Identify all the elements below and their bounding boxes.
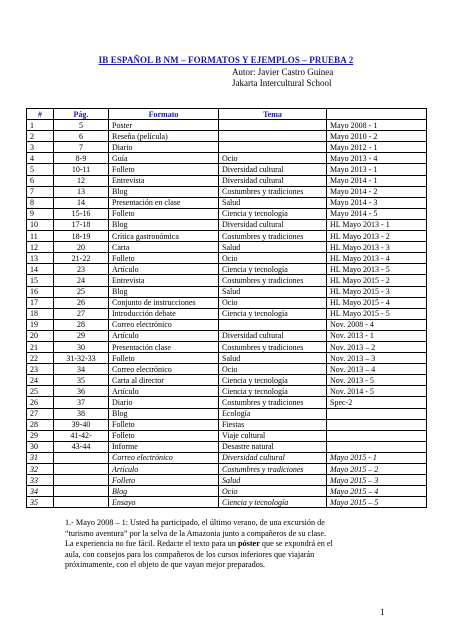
row-exam: Mayo 2015 – 4: [327, 486, 427, 497]
row-page: [54, 464, 109, 475]
row-number: 22: [27, 353, 54, 364]
row-number: 11: [27, 231, 54, 242]
row-number: 35: [27, 497, 54, 508]
row-number: 30: [27, 441, 54, 452]
row-exam: Mayo 2013 - 4: [327, 153, 427, 164]
row-topic: [219, 131, 327, 142]
row-topic: Desastre natural: [219, 441, 327, 452]
row-page: 36: [54, 386, 109, 397]
prompt-text: La experiencia no fue fácil. Redacte el texto para un: [65, 539, 238, 548]
table-row: [27, 186, 427, 197]
row-page: 23: [54, 264, 109, 275]
row-exam: HL Mayo 2015 - 3: [327, 286, 427, 297]
row-page: [54, 497, 109, 508]
header-exam: [327, 109, 427, 120]
row-topic: Ciencia y tecnología: [219, 497, 327, 508]
table-row: [27, 375, 427, 386]
row-topic: Diversidad cultural: [219, 175, 327, 186]
row-format: Folleto: [109, 419, 219, 430]
row-number: 1: [27, 120, 54, 131]
row-format: Diario: [109, 142, 219, 153]
school-name: Jakarta Intercultural School: [232, 78, 332, 88]
author-block: [232, 67, 333, 89]
prompt-line: próximamente, con el objeto de que vayan mejor preparados.: [65, 560, 266, 569]
table-row: [27, 397, 427, 408]
row-topic: [219, 319, 327, 330]
row-exam: Mayo 2014 - 1: [327, 175, 427, 186]
row-format: Blog: [109, 219, 219, 230]
table-row: [27, 497, 427, 508]
row-page: 31-32-33: [54, 353, 109, 364]
row-exam: HL Mayo 2013 - 4: [327, 253, 427, 264]
row-format: Crítica gastronómica: [109, 231, 219, 242]
row-number: 15: [27, 275, 54, 286]
table-row: [27, 164, 427, 175]
row-topic: Salud: [219, 475, 327, 486]
row-exam: HL Mayo 2013 - 3: [327, 242, 427, 253]
row-format: Poster: [109, 120, 219, 131]
row-topic: Viaje cultural: [219, 430, 327, 441]
row-topic: Ocio: [219, 364, 327, 375]
table-row: [27, 341, 427, 352]
row-page: 39-40: [54, 419, 109, 430]
row-topic: Ciencia y tecnología: [219, 375, 327, 386]
row-topic: Diversidad cultural: [219, 452, 327, 463]
row-page: 12: [54, 175, 109, 186]
table-row: [27, 408, 427, 419]
table-row: [27, 242, 427, 253]
row-format: Carta al director: [109, 375, 219, 386]
header-format: Formato: [109, 109, 219, 120]
row-topic: Ciencia y tecnología: [219, 308, 327, 319]
row-topic: Ciencia y tecnología: [219, 386, 327, 397]
row-format: Blog: [109, 286, 219, 297]
table-row: [27, 264, 427, 275]
row-exam: Mayo 2014 - 2: [327, 186, 427, 197]
row-topic: Costumbres y tradiciones: [219, 464, 327, 475]
row-page: 13: [54, 186, 109, 197]
row-page: 30: [54, 341, 109, 352]
document-title: IB ESPAÑOL B NM – FORMATOS Y EJEMPLOS – PRUEBA 2: [98, 55, 354, 65]
row-format: Correo electrónico: [109, 364, 219, 375]
row-format: Conjunto de instrucciones: [109, 297, 219, 308]
table-header-row: [27, 109, 427, 120]
table-row: [27, 475, 427, 486]
row-topic: Ciencia y tecnología: [219, 208, 327, 219]
row-page: 24: [54, 275, 109, 286]
prompt-text: que se expondrá en el: [259, 539, 333, 548]
row-number: 14: [27, 264, 54, 275]
row-exam: HL Mayo 2015 - 4: [327, 297, 427, 308]
row-format: Folleto: [109, 208, 219, 219]
row-exam: Spec-2: [327, 397, 427, 408]
table-row: [27, 430, 427, 441]
row-page: 8-9: [54, 153, 109, 164]
table-row: [27, 208, 427, 219]
row-page: 15-16: [54, 208, 109, 219]
table-row: [27, 441, 427, 452]
row-exam: Mayo 2014 - 5: [327, 208, 427, 219]
row-topic: Costumbres y tradiciones: [219, 397, 327, 408]
prompt-line: [65, 539, 405, 550]
row-topic: Salud: [219, 353, 327, 364]
prompt-bold-word: póster: [238, 539, 260, 548]
table-row: [27, 275, 427, 286]
row-number: 3: [27, 142, 54, 153]
row-page: 28: [54, 319, 109, 330]
table-row: [27, 219, 427, 230]
row-exam: [327, 408, 427, 419]
row-number: 32: [27, 464, 54, 475]
table-row: [27, 452, 427, 463]
row-format: Artículo: [109, 264, 219, 275]
row-page: 27: [54, 308, 109, 319]
row-format: Presentación en clase: [109, 197, 219, 208]
row-topic: Fiestas: [219, 419, 327, 430]
row-page: 21-22: [54, 253, 109, 264]
row-page: 37: [54, 397, 109, 408]
row-page: 18-19: [54, 231, 109, 242]
row-number: 31: [27, 452, 54, 463]
row-topic: Diversidad cultural: [219, 219, 327, 230]
table-row: [27, 386, 427, 397]
row-topic: Salud: [219, 197, 327, 208]
row-topic: Ecología: [219, 408, 327, 419]
table-row: [27, 253, 427, 264]
row-format: Artículo: [109, 386, 219, 397]
row-format: Folleto: [109, 253, 219, 264]
page-number: 1: [380, 607, 385, 617]
row-format: Blog: [109, 186, 219, 197]
author-name: Autor: Javier Castro Guinea: [232, 67, 334, 77]
row-number: 9: [27, 208, 54, 219]
table-row: [27, 319, 427, 330]
row-page: 6: [54, 131, 109, 142]
row-topic: Ocio: [219, 153, 327, 164]
row-exam: Mayo 2012 - 1: [327, 142, 427, 153]
row-page: 29: [54, 330, 109, 341]
row-exam: Mayo 2015 – 5: [327, 497, 427, 508]
row-number: 29: [27, 430, 54, 441]
row-format: Diario: [109, 397, 219, 408]
row-number: 10: [27, 219, 54, 230]
row-topic: Diversidad cultural: [219, 330, 327, 341]
header-topic: Tema: [219, 109, 327, 120]
row-number: 7: [27, 186, 54, 197]
row-exam: Nov. 2013 – 3: [327, 353, 427, 364]
table-row: [27, 286, 427, 297]
row-exam: HL Mayo 2015 - 2: [327, 275, 427, 286]
row-number: 23: [27, 364, 54, 375]
row-topic: Costumbres y tradiciones: [219, 275, 327, 286]
row-topic: Ocio: [219, 253, 327, 264]
row-format: Blog: [109, 486, 219, 497]
row-exam: Mayo 2014 - 3: [327, 197, 427, 208]
row-number: 24: [27, 375, 54, 386]
row-number: 5: [27, 164, 54, 175]
row-number: 4: [27, 153, 54, 164]
row-topic: Salud: [219, 286, 327, 297]
table-row: [27, 330, 427, 341]
row-format: Artículo: [109, 464, 219, 475]
row-exam: Nov. 2014 - 5: [327, 386, 427, 397]
row-number: 18: [27, 308, 54, 319]
row-number: 16: [27, 286, 54, 297]
row-page: 26: [54, 297, 109, 308]
row-format: Folleto: [109, 475, 219, 486]
header-number: #: [27, 109, 54, 120]
row-number: 19: [27, 319, 54, 330]
table-row: [27, 486, 427, 497]
row-number: 2: [27, 131, 54, 142]
row-exam: Nov. 2013 - 1: [327, 330, 427, 341]
formats-table: [26, 108, 427, 508]
row-number: 12: [27, 242, 54, 253]
row-page: 7: [54, 142, 109, 153]
row-page: [54, 452, 109, 463]
row-page: 10-11: [54, 164, 109, 175]
row-topic: Diversidad cultural: [219, 164, 327, 175]
row-topic: [219, 120, 327, 131]
table-row: [27, 353, 427, 364]
row-page: 38: [54, 408, 109, 419]
row-format: Ensayo: [109, 497, 219, 508]
table-row: [27, 419, 427, 430]
example-prompt: [65, 518, 405, 571]
row-exam: Mayo 2015 – 2: [327, 464, 427, 475]
row-number: 28: [27, 419, 54, 430]
row-page: 14: [54, 197, 109, 208]
row-format: Reseña (película): [109, 131, 219, 142]
row-topic: Ciencia y tecnología: [219, 264, 327, 275]
row-format: Introducción debate: [109, 308, 219, 319]
table-row: [27, 142, 427, 153]
row-format: Informe: [109, 441, 219, 452]
row-topic: [219, 142, 327, 153]
row-page: [54, 475, 109, 486]
row-topic: Costumbres y tradiciones: [219, 186, 327, 197]
row-topic: Ocio: [219, 297, 327, 308]
row-exam: HL Mayo 2013 - 1: [327, 219, 427, 230]
table-row: [27, 120, 427, 131]
row-number: 13: [27, 253, 54, 264]
row-format: Correo electrónico: [109, 452, 219, 463]
row-exam: Nov. 2008 - 4: [327, 319, 427, 330]
row-format: Folleto: [109, 353, 219, 364]
row-number: 17: [27, 297, 54, 308]
prompt-line: “turismo aventura” por la selva de la Amazonia junto a compañeros de su clase.: [65, 528, 326, 538]
header-page: Pág.: [54, 109, 109, 120]
prompt-line: aula, con consejos para los compañeros de los cursos inferiores que viajarán: [65, 549, 315, 559]
row-format: Entrevista: [109, 275, 219, 286]
row-topic: Costumbres y tradiciones: [219, 231, 327, 242]
row-format: Folleto: [109, 430, 219, 441]
row-exam: Nov. 2013 – 2: [327, 341, 427, 352]
row-number: 27: [27, 408, 54, 419]
row-page: 17-18: [54, 219, 109, 230]
row-page: 43-44: [54, 441, 109, 452]
row-page: 5: [54, 120, 109, 131]
row-number: 34: [27, 486, 54, 497]
table-row: [27, 175, 427, 186]
row-page: 35: [54, 375, 109, 386]
table-row: [27, 297, 427, 308]
row-number: 25: [27, 386, 54, 397]
row-page: 25: [54, 286, 109, 297]
row-format: Guía: [109, 153, 219, 164]
row-exam: HL Mayo 2015 - 5: [327, 308, 427, 319]
row-topic: Ocio: [219, 486, 327, 497]
row-exam: Mayo 2010 - 2: [327, 131, 427, 142]
row-page: 20: [54, 242, 109, 253]
row-exam: HL Mayo 2013 - 2: [327, 231, 427, 242]
row-format: Carta: [109, 242, 219, 253]
row-format: Correo electrónico: [109, 319, 219, 330]
row-exam: Mayo 2008 - 1: [327, 120, 427, 131]
row-number: 8: [27, 197, 54, 208]
row-exam: [327, 419, 427, 430]
row-number: 20: [27, 330, 54, 341]
row-number: 6: [27, 175, 54, 186]
row-topic: Costumbres y tradiciones: [219, 341, 327, 352]
row-topic: Salud: [219, 242, 327, 253]
row-format: Blog: [109, 408, 219, 419]
row-page: 34: [54, 364, 109, 375]
row-exam: Nov. 2013 – 4: [327, 364, 427, 375]
row-exam: Nov. 2013 - 5: [327, 375, 427, 386]
row-exam: Mayo 2015 - 1: [327, 452, 427, 463]
row-exam: Mayo 2013 - 1: [327, 164, 427, 175]
table-row: [27, 131, 427, 142]
table-row: [27, 153, 427, 164]
row-exam: [327, 430, 427, 441]
row-page: [54, 486, 109, 497]
table-row: [27, 364, 427, 375]
row-exam: HL Mayo 2013 - 5: [327, 264, 427, 275]
row-exam: Mayo 2015 – 3: [327, 475, 427, 486]
prompt-line: 1.- Mayo 2008 – 1: Usted ha participado, el último verano, de una excursión de: [65, 518, 325, 527]
row-number: 33: [27, 475, 54, 486]
table-row: [27, 308, 427, 319]
table-row: [27, 197, 427, 208]
table-body: [27, 120, 427, 508]
table-row: [27, 464, 427, 475]
row-number: 26: [27, 397, 54, 408]
row-format: Presentación clase: [109, 341, 219, 352]
table-row: [27, 231, 427, 242]
row-format: Folleto: [109, 164, 219, 175]
row-format: Artículo: [109, 330, 219, 341]
row-exam: [327, 441, 427, 452]
row-format: Entrevista: [109, 175, 219, 186]
row-page: 41-42-: [54, 430, 109, 441]
row-number: 21: [27, 341, 54, 352]
